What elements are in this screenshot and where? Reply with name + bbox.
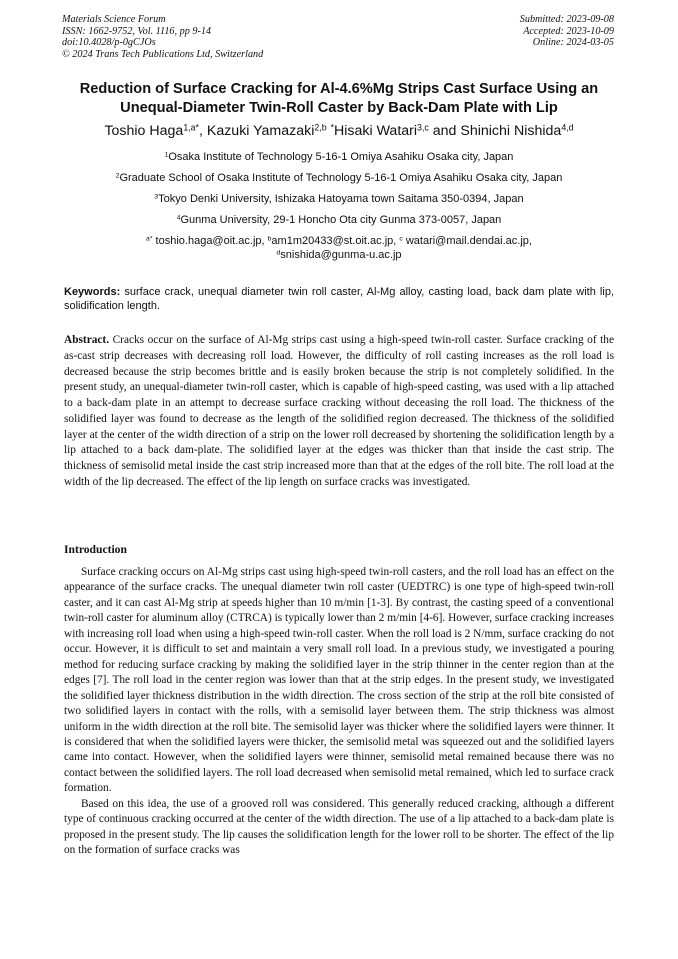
email-sup: c	[399, 235, 403, 243]
abstract-text: Cracks occur on the surface of Al-Mg strips cast using a high-speed twin-roll caster. Surface cracking of the as-cast strip decreases with decreasing roll load. However, the difficulty of roll casting increases as the roll load is decreased because the strip becomes brittle and is easily broken because the strip is not completely solidified. In the present study, an unequal-diameter twin-roll caster, which is capable of high-speed casting, was used with a lip attached to a back-dam plate in an attempt to decrease surface cracking without deceasing the roll load. The thickness of the solidified layer was found to decrease as the length of the solidified region decreased. The thickness of the solidified layer at the center of the width direction of a strip on the lower roll decreased by shortening the solidification length by a lip attached to a back dam-plate. The solidified layer at the edges was thicker than that inside the cast strip. The thickness of semisolid metal inside the cast strip increased more than that at the edges of the roll bite. The roll load at the width of the lip decreased. The effect of the lip length on surface cracks was investigated.	[64, 334, 614, 488]
doi[interactable]: doi:10.4028/p-0gCJOs	[62, 37, 156, 49]
affiliation-2	[30, 171, 648, 185]
journal-name: Materials Science Forum	[62, 14, 166, 25]
abstract	[64, 333, 614, 491]
email-sup: b	[267, 235, 272, 243]
author-name: Kazuki Yamazaki	[206, 123, 315, 139]
author-name: Toshio Haga	[104, 123, 184, 139]
affiliation-text: Gunma University, 29-1 Honcho Ota city Gunma 373-0057, Japan	[180, 214, 502, 226]
author-affil-sup: 4,d	[561, 122, 574, 133]
submitted-date: Submitted: 2023-09-08	[519, 14, 614, 25]
affiliation-1	[30, 150, 648, 164]
online-date: Online: 2024-03-05	[532, 37, 614, 49]
copyright: © 2024 Trans Tech Publications Ltd, Switzerland	[62, 48, 264, 60]
introduction-paragraph: Based on this idea, the use of a grooved roll was considered. This generally reduced cracking, although a different type of continuous cracking occurred at the center of the width direction. The use of a lip attached to a back-dam plate is proposed in the present study. The lip causes the solidification length for the lower roll to be shorter. The effect of the lip on the formation of surface cracks was	[64, 797, 614, 857]
affiliation-sup: 4	[176, 214, 181, 222]
author-name: Shinichi Nishida	[460, 123, 562, 139]
keywords	[64, 285, 614, 314]
author-affil-sup: 2,b	[314, 122, 327, 133]
affiliation-text: Graduate School of Osaka Institute of Technology 5-16-1 Omiya Asahiku Osaka city, Japan	[119, 172, 563, 184]
introduction-body	[64, 565, 614, 859]
issn: ISSN: 1662-9752, Vol. 1116, pp 9-14	[62, 25, 212, 37]
author-separator: and	[428, 123, 461, 139]
introduction-paragraph: Surface cracking occurs on Al-Mg strips cast using high-speed twin-roll casters, and the roll load has an effect on the appearance of the surface cracks. The unequal diameter twin roll caster (UEDTRC) is one type of high-speed twin-roll caster, and it can cast Al-Mg strip at speeds higher than 10 m/min [1-3]. By contrast, the casting speed of a conventional twin-roll caster for aluminum alloy (CTRCA) is typically lower than 2 m/min [4-6]. However, surface cracking increases with increasing roll load when using a high-speed twin-roll caster. When the roll load is 2 N/mm, surface cracking do not occur. However, it is difficult to set and maintain a very small roll load. In a previous study, we investigated a pouring method for reducing surface cracking by making the solidified layer in the strip thinner in the center region than at the edges [7]. The roll load in the center region was lower than that at the strip edges. In the present study, we investigated the solidified layer thickness distribution in the width direction. The cross section of the strip at the roll bite consisted of two solidified layers in contact with the rolls, with a semisolid layer between them. The strip thickness was almost uniform in the width direction at the roll bite. The semisolid layer was thicker where the solidified layers were thinner. It is considered that when the solidified layers were thicker, the semisolid metal was squeezed out and the solidified layers came into contact. However, when the solidified layers were thinner, semisolid metal remained because there was no contact between the solidified layers. The roll load decreased when semisolid metal remained, which led to surface crack formation.	[64, 566, 614, 795]
journal-info	[62, 14, 263, 60]
abstract-label: Abstract.	[64, 334, 110, 346]
paper-title: Reduction of Surface Cracking for Al-4.6%Mg Strips Cast Surface Using an Unequal-Diameter Twin-Roll Caster by Back-Dam Plate with Lip	[79, 81, 599, 116]
affiliation-sup: 3	[154, 193, 159, 201]
author-separator: ,	[198, 123, 207, 139]
affiliation-sup: 1	[164, 151, 169, 159]
author-affil-sup: 3,c	[417, 122, 429, 133]
author-star: *	[330, 122, 334, 133]
keywords-text: surface crack, unequal diameter twin roll caster, Al-Mg alloy, casting load, back dam plate with lip, solidification length.	[64, 286, 614, 313]
affiliation-sup: 2	[115, 172, 120, 180]
email-link[interactable]: snishida@gunma-u.ac.jp	[280, 249, 402, 261]
author-list	[40, 122, 638, 140]
email-link[interactable]: am1m20433@st.oit.ac.jp,	[271, 235, 400, 247]
email-sup: d	[276, 249, 281, 257]
author-name: Hisaki Watari	[334, 123, 418, 139]
author-affil-sup: 1,a*	[183, 122, 199, 133]
author-emails	[60, 234, 618, 262]
submission-dates	[520, 14, 614, 49]
affiliation-text: Osaka Institute of Technology 5-16-1 Omiya Asahiku Osaka city, Japan	[168, 151, 514, 163]
email-link[interactable]: watari@mail.dendai.ac.jp,	[402, 235, 532, 247]
accepted-date: Accepted: 2023-10-09	[523, 25, 614, 37]
affiliation-text: Tokyo Denki University, Ishizaka Hatoyama town Saitama 350-0394, Japan	[158, 193, 524, 205]
affiliation-3	[30, 192, 648, 206]
email-sup: a*	[146, 235, 153, 243]
email-link[interactable]: toshio.haga@oit.ac.jp,	[152, 235, 268, 247]
keywords-label: Keywords:	[64, 286, 121, 298]
introduction-heading: Introduction	[64, 543, 127, 556]
affiliation-4	[30, 213, 648, 227]
